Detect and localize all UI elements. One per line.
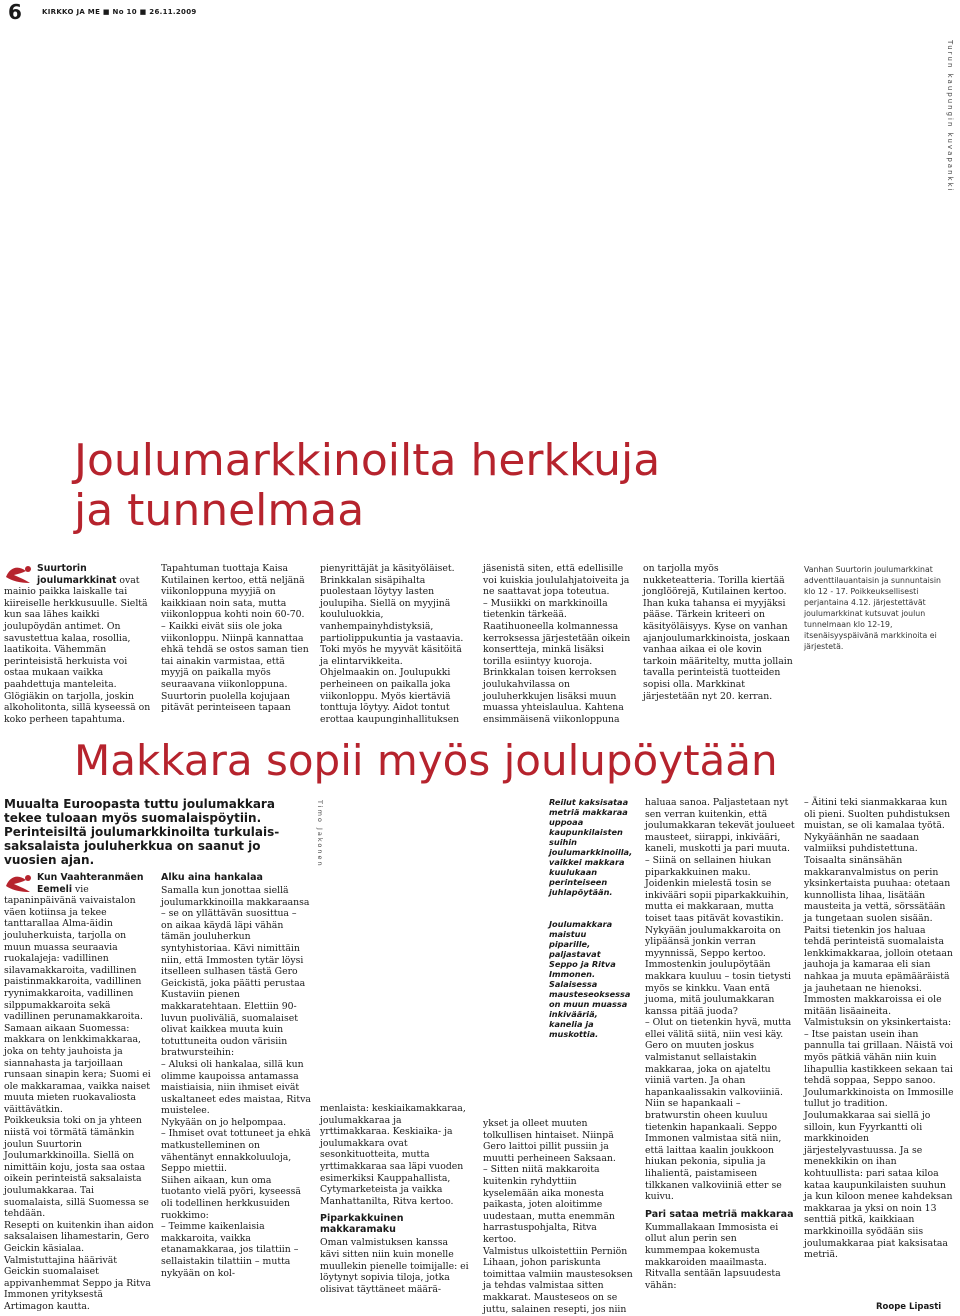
church-logo-icon [4, 563, 34, 585]
subheading: Pari sataa metriä makkaraa [645, 1208, 794, 1220]
paragraph: – Sitten niitä makkaroita kuitenkin ryhdyttiin kyselemään aika monesta paikasta, joten aloitimme uudestaan, mutta enemmän harrastuspohjalta, Ritva kertoo. [483, 1164, 615, 1245]
photo-credit: Turun kaupungin kuvapankki [946, 40, 954, 193]
paragraph: – Teimme kaikenlaisia makkaroita, vaikka etanamakkaraa, jos tilattiin – sellaistakin tilattiin – mutta nykyään on kol- [161, 1221, 299, 1279]
article2-column-3 [320, 1103, 470, 1295]
paragraph: Joulumarkkinoista on Immosille tullut jo tradition. Joulumakkaraa sai siellä jo silloin, kun Fyyrkantti oli markkinoiden järjestelyvastuussa. Ja se menekkikin on ihan kohtuullista: pari sataa kiloa kataa kaupunkilaisten suuhun ja kun kiloon menee kahdeksan makkaraa ja yksi on noin 13 senttiä pitkä, kaikkiaan markkinoilla syödään siis joulumakkaraa piat kaksisataa metriä. [804, 1086, 954, 1261]
article2-column-5 [645, 797, 795, 1291]
photo-credit: Timo Jakonen [316, 800, 324, 868]
paragraph: – Itse paistan usein ihan pannulla tai grillaan. Näistä voi myös pätkiä vähän niin kuin lihapullia kastikkeen sekaan tai tehdä soppaa, Seppo sanoo. [804, 1028, 953, 1087]
article2-lead: Muualta Euroopasta tuttu joulumakkara tekee tuloaan myös suomalaispöytiin. Perinteisiltä joulumarkkinoilta turkulais-saksalaista jouluherkkua on saanut jo vuosien ajan. [4, 797, 280, 867]
paragraph: Niin se hapankaali – bratwurstin oheen kuuluu tietenkin hapankaali. Seppo Immonen valmistaa sitä niin, että laittaa kaalin joukkoon hiukan pekonia, sipulia ja lihalientä, paistamiseen tilkkanen valkoviiniä etter se kuivu. [645, 1098, 782, 1203]
paragraph: – Siinä on sellainen hiukan piparkakkuinen maku. Joidenkin mielestä tosin se inkivääri sopii piparkakkuihin, mutta ei makkaraan, mutta toiset taas pitävät kovastikin. Nykyään joulumakkaroita on ylipäänsä jonkin verran myynnissä, Seppo kertoo. [645, 854, 789, 959]
paragraph: Nykyään on jo helpompaa. [161, 1116, 287, 1128]
paragraph: haluaa sanoa. Paljastetaan nyt sen verran kuitenkin, että joulumakkaran tekevät joulueet mausteet, siirappi, inkivääri, kaneli, muskotti ja pari muuta. [645, 797, 795, 855]
paragraph: pienyrittäjät ja käsityöläiset. Brinkkalan sisäpihalta puolestaan löytyy lasten joulupiha. Siellä on myyjinä koululuokkia, vanhempainyhdistyksiä, partiolippukuntia ja vastaavia. Toki myös he myyvät käsitöitä ja elintarvikkeita. [320, 563, 464, 667]
paragraph: Ohjelmaakin on. Joulupukki perheineen on paikalla joka viikonloppu. Myös kiertäviä tonttuja löytyy. Aidot tontut erottaa kaupunginhallituksen [320, 667, 460, 725]
paragraph: on tarjolla myös nukketeatteria. Torilla kiertää jonglöörejä, Kutilainen kertoo. [643, 563, 787, 598]
article1-kicker: Suurtorin joulumarkkinat [37, 563, 117, 586]
paragraph: Kummallakaan Immosista ei ollut alun perin sen kummempaa kokemusta makkaroiden maailmasta. Ritvalla sentään lapsuudesta vähän: [645, 1221, 781, 1291]
article-headline: Joulumarkkinoilta herkkuja ja tunnelmaa [74, 435, 661, 536]
paragraph: Toisaalta sinänsähän makkaranvalmistus on perin yksinkertaista puuhaa: otetaan kunnollista lihaa, lisätään mausteita ja vettä, sörssätään ja tungetaan suolen sisään. Paitsi tietenkin jos haluaa tehdä perinteistä suomalaista lenkkimakkaraa, jolloin otetaan jauhoja ja kamaraa eli sian nahkaa ja muuta epämääräistä ja jauhetaan ne hienoksi. Immosten makkaroissa ei ole mitään lisäaineita. [804, 854, 953, 1017]
paragraph: vie tapaninpäivänä vaivaistalon väen kotiinsa ja tekee tanttarallaa Alma-äidin jouluherkuista, tarjolla on muun muassa seuraavia ruokalajeja: vadillinen silavamakkaroita, vadillinen paistinmakkaroita, vadillinen ryynimakkaroita, vadillinen silppumakkaroita sekä vadillinen perunamakkaroita. [4, 883, 143, 1023]
church-logo-icon [4, 872, 34, 894]
article2-column-1 [4, 872, 154, 1313]
article2-kicker: Kun Vaahteranmäen Eemeli [37, 872, 144, 895]
article-headline: Makkara sopii myös joulupöytään [74, 736, 778, 785]
paragraph: Poikkeuksia toki on ja yhteen niistä voi törmätä tämänkin joulun Suurtorin Joulumarkkinoilla. Siellä on nimittäin koju, josta saa ostaa oikein perinteistä saksalaista joulumakkaraa. Tai suomalaista, sillä Suomessa se tehdään. [4, 1115, 149, 1220]
article1-text: ovat mainio paikka laiskalle tai kiireiselle herkkusuulle. Sieltä kun saa lähes kaikki joulupöydän antimet. On savustettua kalaa, rosollia, laatikoita. Vähemmän perinteisistä herkuista voi ostaa mukaan vaikka paahdettuja manteleita. Glögiäkin on tarjolla, joskin alkoholitonta, sillä kyseessä on koko perheen tapahtuma. [4, 574, 151, 725]
paragraph: – Olut on tietenkin hyvä, mutta ellei välitä siitä, niin vesi käy. Gero on muuten joskus valmistanut sellaistakin makkaraa, joka on ajateltu viiniä varten. Ja ohan hapankaalissakin valkoviiniä. [645, 1017, 792, 1098]
subheading: Piparkakkuinen makkaramaku [320, 1213, 404, 1236]
article1-column-4 [483, 563, 633, 725]
subheading: Alku aina hankalaa [161, 872, 263, 883]
paragraph: Valmistuksin on yksinkertaista: [804, 1017, 952, 1029]
paragraph: Samalla kun jonottaa siellä joulumarkkinoilla makkaraansa – se on yllättävän suosittua – on aikaa käydä läpi vähän tämän jouluherkun syntyhistoriaa. Kävi nimittäin niin, että Immosten tytär löysi itselleen sulhasen tästä Gero Geickistä, joka päätti perustaa Kustaviin pienen makkaratehtaan. Elettiin 90-luvun puoliväliä, suomalaiset olivat kaikkea muuta kuin totuttuneita oudon värisiin bratwursteihin: [161, 885, 310, 1059]
paragraph: Tapahtuman tuottaja Kaisa Kutilainen kertoo, että neljänä viikonloppuna myyjiä on kaikkiaan noin sata, mutta viikonloppua kohti noin 60-70. [161, 563, 305, 621]
caption-text: Joulumakkara maistuu piparille, paljastavat Seppo ja Ritva Immonen. Salaisessa mausteseoksessa on muun muassa inkivääriä, kanelia ja muskottia. [549, 919, 631, 1039]
paragraph: jäsenistä siten, että edellisille voi kuiskia joululahjatoiveita ja ne saattavat jopa toteutua. [483, 563, 630, 598]
photo-caption [549, 797, 633, 1039]
paragraph: ykset ja olleet muuten tolkullisen hintaiset. Niinpä Gero laittoi pillit pussiin ja muutti perheineen Saksaan. [483, 1118, 616, 1164]
author-signature: Roope Lipasti [876, 1302, 942, 1312]
paragraph: Siihen aikaan, kun oma tuotanto vielä pyöri, kyseessä oli todellinen herkkusuiden ruokkimo: [161, 1174, 301, 1221]
paragraph: Oman valmistuksen kanssa kävi sitten niin kuin monelle muullekin pienelle toimijalle: ei löytynyt sopivia tiloja, jotka olisivat täyttäneet määrä- [320, 1237, 469, 1295]
article1-column-3 [320, 563, 470, 725]
page-number: 6 [8, 0, 22, 24]
paragraph: menlaista: keskiaikamakkaraa, joulumakkaraa ja yrttimakkaraa. Keskiaika- ja joulumakkara ovat sesonkituotteita, mutta yrttimakkaraa saa läpi vuoden esimerkiksi Kauppahallista, Cytymarketeista ja vaikka Manhattanilta, Ritva kertoo. [320, 1103, 466, 1207]
paragraph: Samaan aikaan Suomessa: makkara on lenkkimakkaraa, joka on tehty jauhoista ja siannahasta ja tarjoillaan runsaan sinapin kera; Suomi ei ole makkaramaa, vaikka naiset muuta mieten ruokavaliosta väittävätkin. [4, 1022, 151, 1115]
paragraph: Immostenkin joulupöytään makkara kuuluu – tosin tietysti myös se kinkku. Vaan entä juoma, mitä joulumakkaran kanssa pitää juoda? [645, 959, 791, 1017]
article1-column-1 [4, 563, 154, 725]
article2-column-4 [483, 1118, 633, 1315]
caption-text: Reilut kaksisataa metriä makkaraa uppoaa kaupunkilaisten suihin joulumarkkinoilla, vaikkei makkara kuulukaan perinteiseen juhlapöytään. [549, 797, 633, 897]
running-head: KIRKKO JA ME ■ No 10 ■ 26.11.2009 [42, 8, 197, 16]
article1-column-2 [161, 563, 311, 714]
paragraph: – Ihmiset ovat tottuneet ja ehkä matkustelleminen on vähentänyt ennakkoluuloja, Seppo miettii. [161, 1128, 311, 1175]
paragraph: – Musiikki on markkinoilla tietenkin tärkeää. Raatihuoneella kolmannessa kerroksessa järjestetään oikein konsertteja, minkä lisäksi torilla esiintyy kuoroja. Brinkkalan toisen kerroksen joulukahvilassa on jouluherkkujen lisäksi muun muassa yhteislaulua. Kahtena ensimmäisenä viikonloppuna [483, 597, 631, 725]
paragraph: Ihan kuka tahansa ei myyjäksi pääse. Tärkein kriteeri on käsityöläisyys. Kyse on vanhan ajanjoulumarkkinoista, joskaan vanhaa aikaa ei ole kovin tarkoin määritelty, mutta jollain tavalla perinteistä tuotteiden sopisi olla. Markkinat järjestetään nyt 20. kerran. [643, 597, 793, 702]
article1-column-5 [643, 563, 793, 702]
article2-column-2 [161, 866, 311, 1279]
paragraph: Resepti on kuitenkin ihan aidon saksalaisen lihamestarin, Gero Geickin käsialaa. Valmistuttajina häärivät Geickin suomalaiset appivanhemmat Seppo ja Ritva Immonen yrityksestä Artimagon kautta. [4, 1219, 154, 1312]
paragraph: Valmistus ulkoistettiin Perniön Lihaan, johon pariskunta toimittaa valmiin maustesoksen ja tehdas valmistaa sitten makkarat. Mausteseos on se juttu, salainen resepti, jos niin [483, 1245, 633, 1315]
paragraph: Suurtorin puolella kojujaan pitävät perinteiseen tapaan [161, 690, 291, 714]
paragraph: – Kaikki eivät siis ole joka viikonloppu. Niinpä kannattaa ehkä tehdä se ostos saman tien tai ainakin varmistaa, että myyjä on paikalla myös seuraavana viikonloppuna. [161, 620, 309, 690]
paragraph: – Äitini teki sianmakkaraa kun oli pieni. Suolten puhdistuksen muistan, se oli kamalaa työtä. Nykyäänhän ne saadaan valmiiksi puhdistettuna. [804, 797, 951, 855]
article2-column-6 [804, 797, 954, 1261]
paragraph: – Aluksi oli hankalaa, sillä kun olimme kaupoissa antamassa maistiaisia, niin ihmiset eivät uskaltaneet edes maistaa, Ritva muistelee. [161, 1058, 311, 1117]
info-box: Vanhan Suurtorin joulumarkkinat adventtilauantaisin ja sunnuntaisin klo 12 - 17. Poikkeuksellisesti perjantaina 4.12. järjestettävät joulumarkkinat kutsuvat joulun tunnelmaan klo 12-19, itsenäisyyspäivänä markkinoita ei järjestetä. [804, 565, 941, 651]
